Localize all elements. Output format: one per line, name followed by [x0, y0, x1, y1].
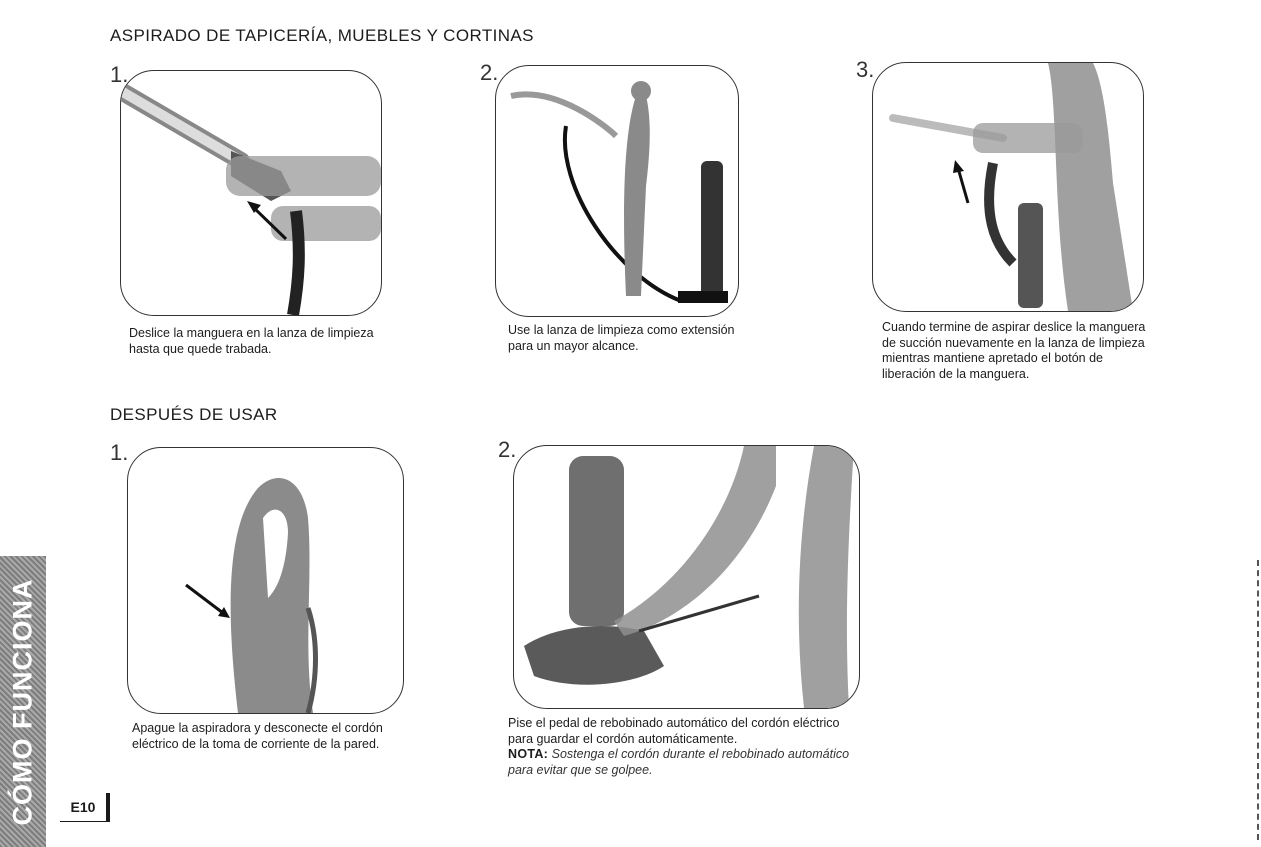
- side-tab-label: CÓMO FUNCIONA: [7, 578, 38, 825]
- step-number-3: 3.: [856, 57, 875, 82]
- illustration-cord-rewind-pedal: [513, 445, 860, 709]
- margin-rule: [1257, 560, 1259, 840]
- illustration-unplug-cord: [127, 447, 404, 714]
- after-step-number-2: 2.: [498, 437, 517, 462]
- after-step-number-1: 1.: [110, 440, 129, 465]
- illustration-hose-release: [872, 62, 1144, 312]
- step-number-1: 1.: [110, 62, 129, 87]
- side-tab-como-funciona: [0, 556, 46, 847]
- note-label: NOTA:: [508, 747, 549, 761]
- after-step-caption-1: Apague la aspiradora y desconecte el cordón eléctrico de la toma de corriente de la pared.: [132, 721, 383, 751]
- illustration-wand-extension: [495, 65, 739, 317]
- step-caption-3: Cuando termine de aspirar deslice la manguera de succión nuevamente en la lanza de limpieza mientras mantiene apretado el botón de liberación de la manguera.: [882, 320, 1146, 381]
- step-caption-1: Deslice la manguera en la lanza de limpieza hasta que quede trabada.: [129, 326, 374, 356]
- section-heading-upholstery: ASPIRADO DE TAPICERÍA, MUEBLES Y CORTINAS: [110, 26, 534, 45]
- step-number-2: 2.: [480, 60, 499, 85]
- illustration-hose-into-wand: [120, 70, 382, 316]
- note-text: Sostenga el cordón durante el rebobinado automático para evitar que se golpee.: [508, 747, 850, 777]
- step-caption-2: Use la lanza de limpieza como extensión para un mayor alcance.: [508, 323, 735, 353]
- section-heading-after-use: DESPUÉS DE USAR: [110, 405, 278, 424]
- page-number: E10: [60, 793, 110, 822]
- after-step-caption-2: Pise el pedal de rebobinado automático del cordón eléctrico para guardar el cordón automáticamente. NOTA: Sostenga el cordón durante el rebobinado automático para evitar que se golpee.: [508, 716, 850, 777]
